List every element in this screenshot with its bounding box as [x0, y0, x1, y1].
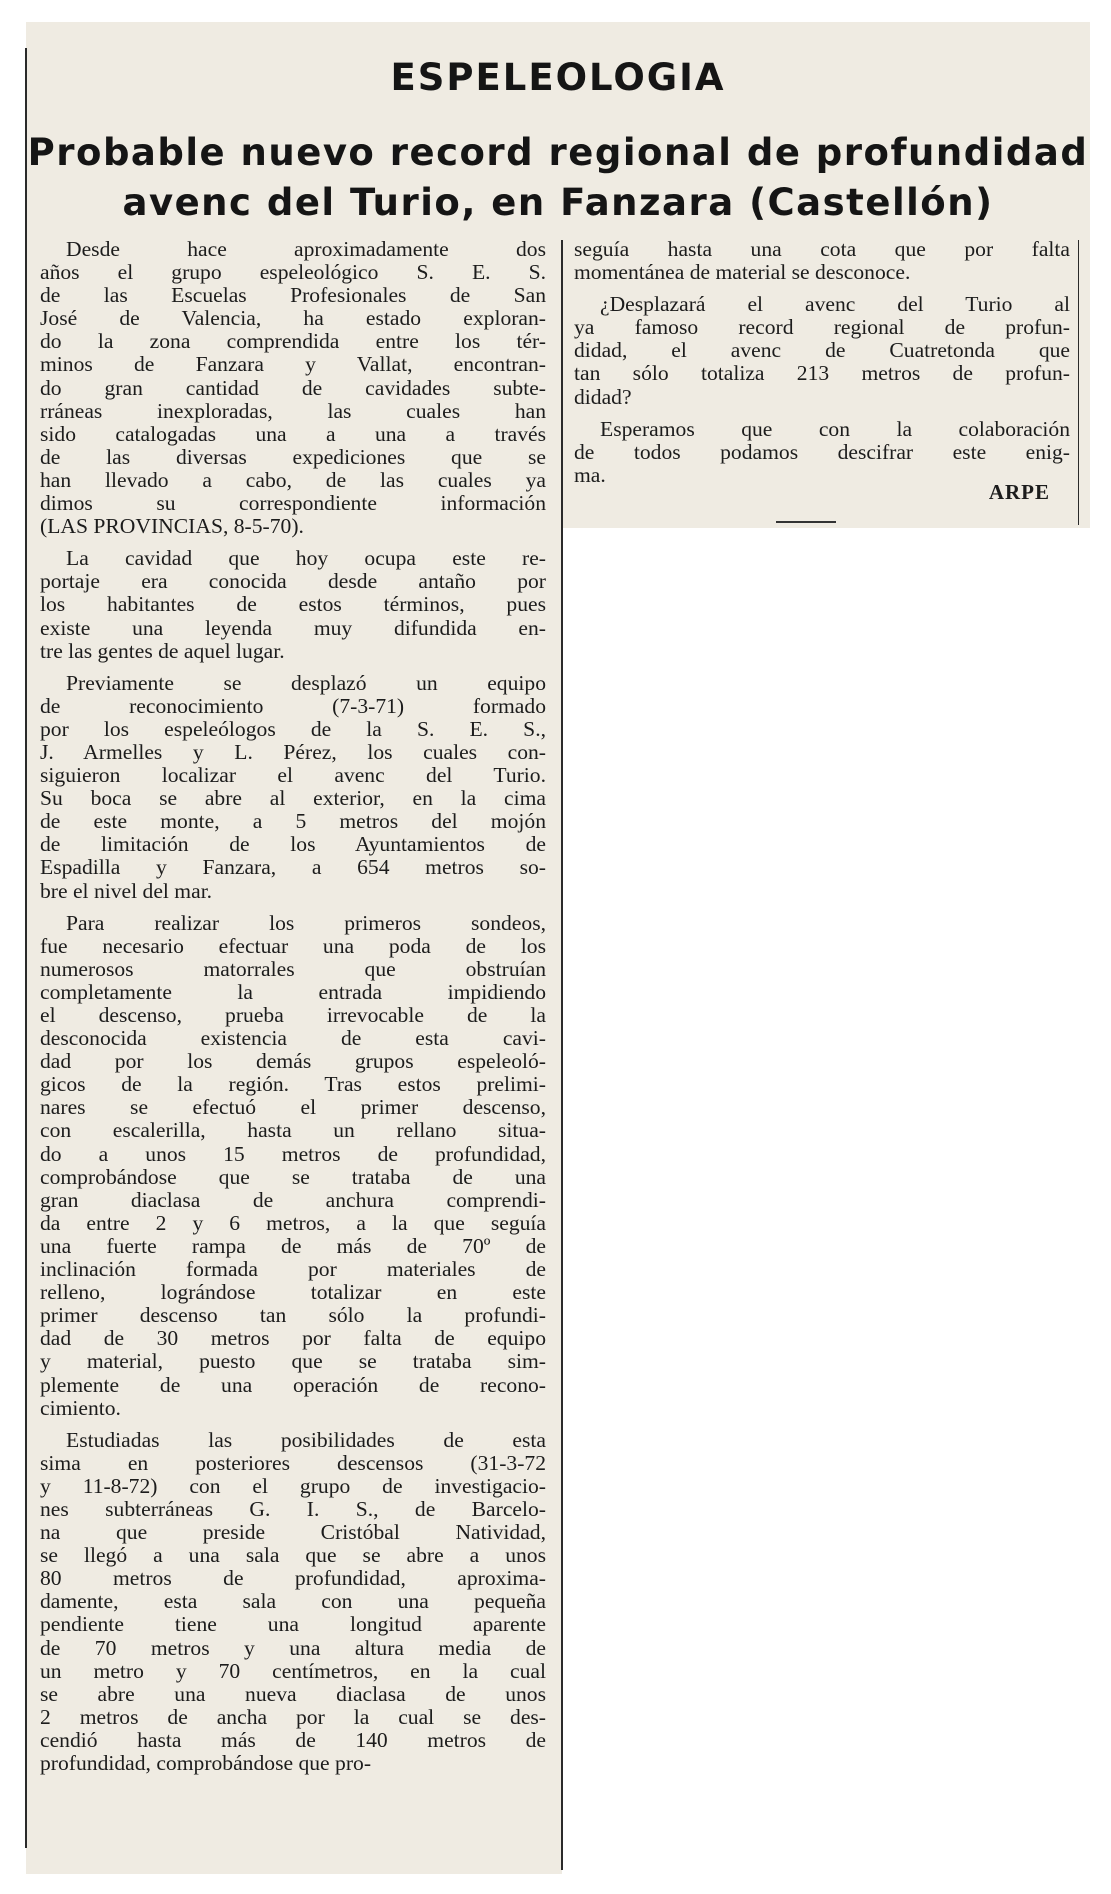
text-line: 80 metros de profundidad, aproxima- [40, 1566, 546, 1591]
text-line: pendiente tiene una longitud aparente [40, 1612, 546, 1637]
text-line: dimos su correspondiente información [40, 491, 546, 516]
text-line: primer descenso tan sólo la profundi- [40, 1303, 546, 1328]
paragraph [40, 912, 546, 1420]
text-line: Estudiadas las posibilidades de esta [66, 1427, 546, 1452]
text-line: didad, el avenc de Cuatretonda que [574, 338, 1070, 363]
headline-line-2: avenc del Turio, en Fanzara (Castellón) [122, 181, 994, 224]
text-line: ya famoso record regional de profun- [574, 315, 1070, 340]
text-line: 2 metros de ancha por la cual se des- [40, 1704, 546, 1729]
headline-line-1: Probable nuevo record regional de profundidad [27, 131, 1089, 174]
text-line: gicos de la región. Tras estos prelimi- [40, 1072, 546, 1097]
text-line: inclinación formada por materiales de [40, 1257, 546, 1282]
text-line: ¿Desplazará el avenc del Turio al [600, 292, 1070, 317]
article-column-left [40, 238, 546, 1784]
text-line: completamente la entrada impidiendo [40, 979, 546, 1004]
text-line: José de Valencia, ha estado exploran- [40, 306, 546, 331]
text-line: portaje era conocida desde antaño por [40, 569, 546, 594]
text-line: se llegó a una sala que se abre a unos [40, 1543, 546, 1568]
text-line: na que preside Cristóbal Natividad, [40, 1520, 546, 1545]
text-line: Para realizar los primeros sondeos, [66, 910, 546, 935]
text-line: años el grupo espeleológico S. E. S. [40, 260, 546, 285]
paragraph [40, 238, 546, 538]
text-line: sido catalogadas una a una a través [40, 421, 546, 446]
text-line: de las diversas expediciones que se [40, 444, 546, 469]
text-line: didad? [574, 384, 632, 409]
text-line: por los espeleólogos de la S. E. S., [40, 716, 546, 741]
column-divider-rule [561, 240, 563, 1870]
text-line: momentánea de material se desconoce. [574, 260, 911, 285]
paragraph [40, 672, 546, 903]
paragraph [574, 418, 1070, 487]
text-line: minos de Fanzara y Vallat, encontran- [40, 352, 546, 377]
text-line: de limitación de los Ayuntamientos de [40, 832, 546, 857]
text-line: numerosos matorrales que obstruían [40, 956, 546, 981]
text-line: desconocida existencia de esta cavi- [40, 1026, 546, 1051]
paragraph [40, 1429, 546, 1775]
text-line: se abre una nueva diaclasa de unos [40, 1681, 546, 1706]
text-line: tre las gentes de aquel lugar. [40, 638, 285, 663]
text-line: nes subterráneas G. I. S., de Barcelo- [40, 1496, 546, 1521]
text-line: con escalerilla, hasta un rellano situa- [40, 1118, 546, 1143]
text-line: plemente de una operación de recono- [40, 1372, 546, 1397]
text-line: dad de 30 metros por falta de equipo [40, 1326, 546, 1351]
text-line: siguieron localizar el avenc del Turio. [40, 763, 546, 788]
text-line: de 70 metros y una altura media de [40, 1635, 546, 1660]
text-line: J. Armelles y L. Pérez, los cuales con- [40, 739, 546, 764]
paragraph [574, 293, 1070, 408]
text-line: de reconocimiento (7-3-71) formado [40, 693, 546, 718]
text-line: Previamente se desplazó un equipo [66, 670, 546, 695]
text-line: bre el nivel del mar. [40, 878, 213, 903]
article-headline [26, 128, 1090, 228]
text-line: una fuerte rampa de más de 70º de [40, 1233, 546, 1258]
text-line: do gran cantidad de cavidades subte- [40, 375, 546, 400]
text-line: (LAS PROVINCIAS, 8-5-70). [40, 514, 304, 539]
end-rule [776, 521, 836, 523]
text-line: gran diaclasa de anchura comprendi- [40, 1187, 546, 1212]
text-line: Su boca se abre al exterior, en la cima [40, 786, 546, 811]
paragraph [40, 547, 546, 662]
article-column-right [574, 238, 1070, 496]
text-line: relleno, lográndose totalizar en este [40, 1280, 546, 1305]
paragraph [574, 238, 1070, 284]
left-margin-rule [25, 48, 27, 1848]
text-line: han llevado a cabo, de las cuales ya [40, 467, 546, 492]
text-line: de este monte, a 5 metros del mojón [40, 809, 546, 834]
text-line: de las Escuelas Profesionales de San [40, 283, 546, 308]
author-signature: ARPE [988, 480, 1050, 504]
text-line: sima en posteriores descensos (31-3-72 [40, 1450, 546, 1475]
text-line: un metro y 70 centímetros, en la cual [40, 1658, 546, 1683]
text-line: dad por los demás grupos espeleoló- [40, 1049, 546, 1074]
text-line: nares se efectuó el primer descenso, [40, 1095, 546, 1120]
text-line: cimiento. [40, 1395, 121, 1420]
text-line: Desde hace aproximadamente dos [66, 237, 546, 261]
text-line: comprobándose que se trataba de una [40, 1164, 546, 1189]
text-line: damente, esta sala con una pequeña [40, 1589, 546, 1614]
text-line: y material, puesto que se trataba sim- [40, 1349, 546, 1374]
text-line: do la zona comprendida entre los tér- [40, 329, 546, 354]
text-line: rráneas inexploradas, las cuales han [40, 398, 546, 423]
text-line: cendió hasta más de 140 metros de [40, 1727, 546, 1752]
text-line: fue necesario efectuar una poda de los [40, 933, 546, 958]
text-line: existe una leyenda muy difundida en- [40, 615, 546, 640]
text-line: da entre 2 y 6 metros, a la que seguía [40, 1210, 546, 1235]
text-line: Espadilla y Fanzara, a 654 metros so- [40, 855, 546, 880]
text-line: La cavidad que hoy ocupa este re- [66, 546, 546, 571]
text-line: seguía hasta una cota que por falta [574, 237, 1070, 261]
section-heading: ESPELEOLOGIA [390, 56, 726, 99]
text-line: de todos podamos descifrar este enig- [574, 439, 1070, 464]
text-line: y 11-8-72) con el grupo de investigacio- [40, 1473, 546, 1498]
text-line: el descenso, prueba irrevocable de la [40, 1003, 546, 1027]
text-line: profundidad, comprobándose que pro- [40, 1751, 372, 1775]
right-margin-rule [1078, 240, 1079, 525]
text-line: Esperamos que con la colaboración [600, 416, 1070, 441]
text-line: tan sólo totaliza 213 metros de profun- [574, 361, 1070, 386]
text-line: ma. [574, 462, 606, 487]
text-line: los habitantes de estos términos, pues [40, 592, 546, 617]
text-line: do a unos 15 metros de profundidad, [40, 1141, 546, 1166]
